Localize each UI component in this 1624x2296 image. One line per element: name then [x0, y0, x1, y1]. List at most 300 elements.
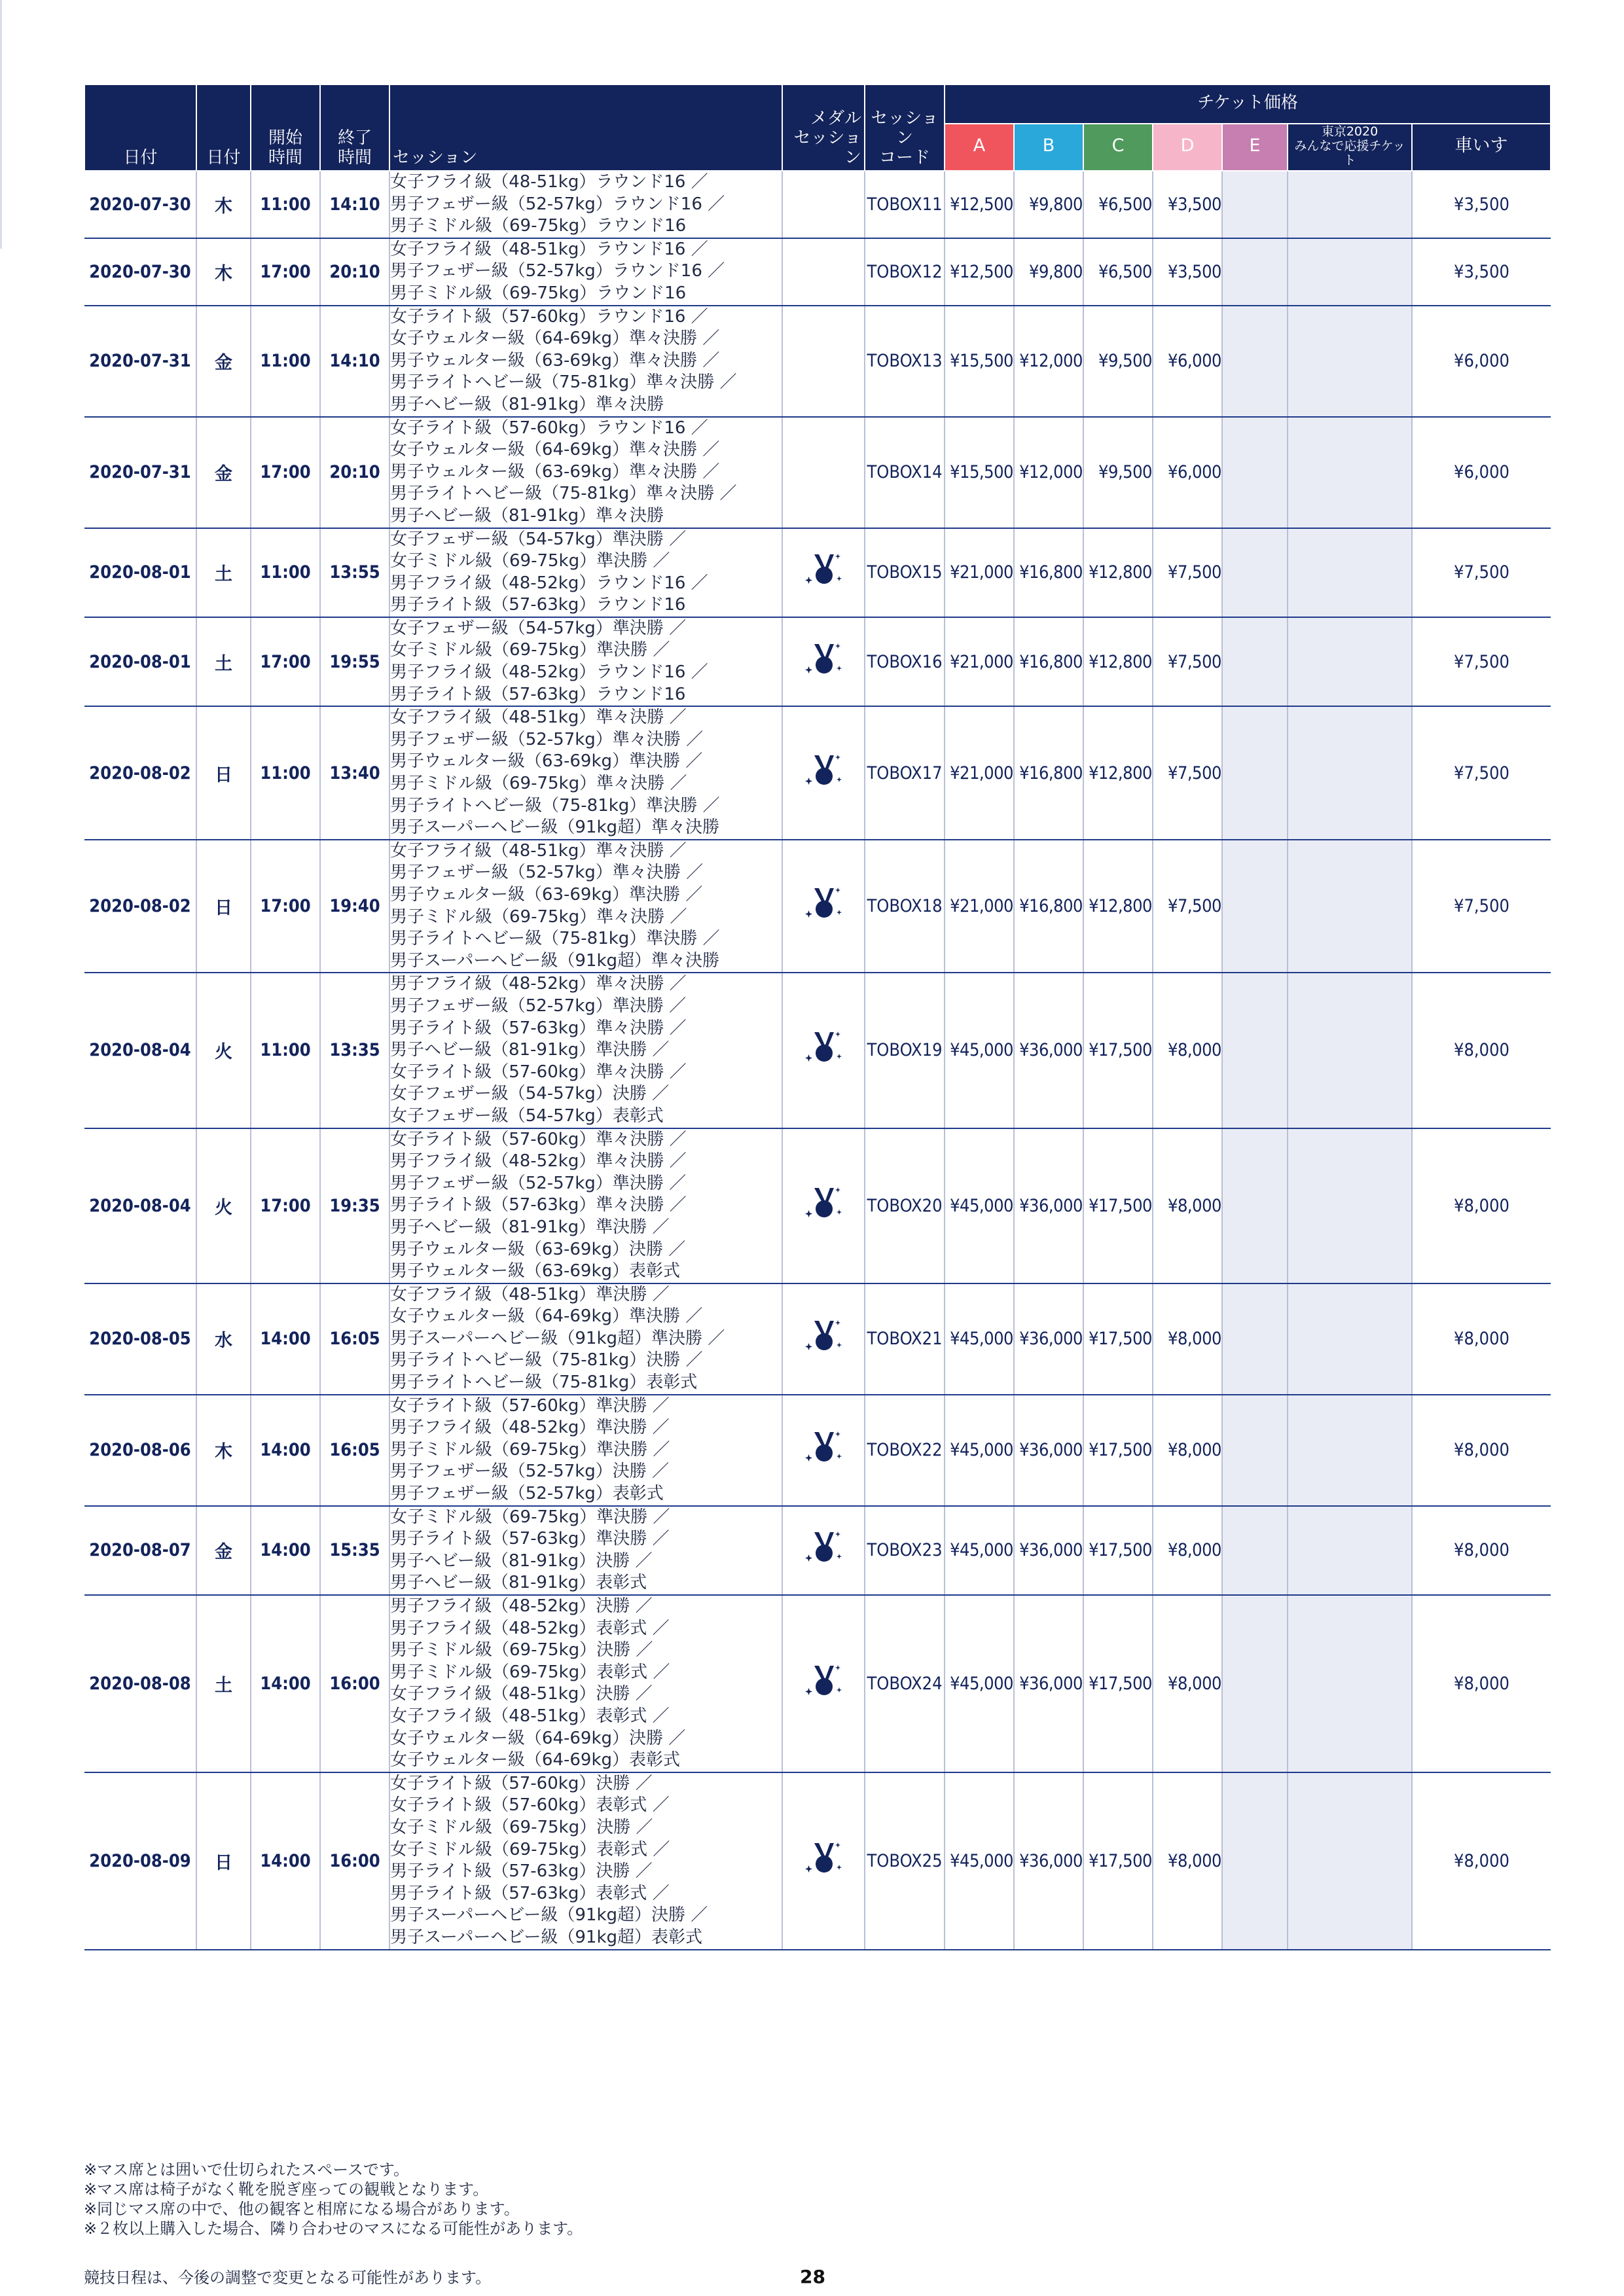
row-start-time: 14:00 — [251, 1395, 320, 1506]
session-event: 男子スーパーヘビー級（91kg超）準決勝 ／ — [390, 1328, 725, 1348]
session-event: 男子ヘビー級（81-91kg）決勝 ／ — [390, 1551, 653, 1571]
medal-icon — [803, 905, 844, 925]
session-event: 女子ライト級（57-60kg）ラウンド16 ／ — [390, 418, 708, 438]
session-event: 男子ミドル級（69-75kg）ラウンド16 — [390, 283, 687, 303]
session-event: 女子ライト級（57-60kg）準々決勝 ／ — [390, 1129, 687, 1149]
session-event: 女子フライ級（48-51kg）準々決勝 ／ — [390, 840, 687, 861]
header-tier-a: A — [945, 124, 1014, 171]
session-event: 女子フェザー級（54-57kg）準決勝 ／ — [390, 618, 687, 638]
row-price-a: ¥21,000 — [945, 706, 1014, 840]
table-row — [84, 1128, 1551, 1283]
table-body — [84, 171, 1551, 1950]
row-price-b: ¥16,800 — [1014, 840, 1083, 973]
header-ticket-price: チケット価格 — [945, 84, 1551, 124]
row-price-b: ¥16,800 — [1014, 617, 1083, 706]
session-event: 男子ウェルター級（63-69kg）準決勝 ／ — [390, 751, 703, 772]
row-support-ticket-empty — [1288, 1283, 1412, 1395]
row-start-time: 17:00 — [251, 840, 320, 973]
row-end-time: 13:35 — [320, 973, 389, 1128]
row-session-events — [389, 1395, 782, 1506]
session-event: 女子ミドル級（69-75kg）表彰式 ／ — [390, 1839, 670, 1859]
header-start-time — [251, 84, 320, 171]
row-price-b: ¥36,000 — [1014, 1506, 1083, 1595]
row-support-ticket-empty — [1288, 306, 1412, 417]
row-price-b: ¥36,000 — [1014, 973, 1083, 1128]
row-medal — [782, 1395, 865, 1506]
header-tier-c: C — [1083, 124, 1153, 171]
session-event: 男子スーパーヘビー級（91kg超）決勝 ／ — [390, 1905, 708, 1926]
row-price-e-empty — [1222, 1506, 1288, 1595]
row-price-c: ¥9,500 — [1083, 306, 1153, 417]
note-line: ※同じマス席の中で、他の観客と相席になる場合があります。 — [84, 2200, 520, 2218]
row-wheelchair-price: ¥8,000 — [1412, 1595, 1551, 1772]
table-row — [84, 417, 1551, 528]
session-event: 男子ヘビー級（81-91kg）表彰式 — [390, 1573, 647, 1593]
session-event: 女子ライト級（57-60kg）準々決勝 ／ — [390, 1062, 687, 1082]
session-event: 女子ミドル級（69-75kg）準決勝 ／ — [390, 1507, 670, 1527]
row-end-time: 19:40 — [320, 840, 389, 973]
row-price-e-empty — [1222, 1128, 1288, 1283]
session-event: 女子フェザー級（54-57kg）準決勝 ／ — [390, 529, 687, 549]
header-end-line2: 時間 — [337, 148, 372, 168]
session-event: 男子ミドル級（69-75kg）決勝 ／ — [390, 1640, 653, 1660]
session-event: 女子ウェルター級（64-69kg）準々決勝 ／ — [390, 440, 720, 460]
row-price-e-empty — [1222, 840, 1288, 973]
table-row — [84, 1395, 1551, 1506]
row-price-a: ¥12,500 — [945, 238, 1014, 306]
header-wheelchair: 車いす — [1412, 124, 1551, 171]
header-session: セッション — [389, 84, 782, 171]
row-session-events — [389, 1283, 782, 1395]
session-event: 女子フライ級（48-51kg）準決勝 ／ — [390, 1284, 670, 1304]
row-wheelchair-price: ¥8,000 — [1412, 1128, 1551, 1283]
session-event: 男子ライト級（57-63kg）準々決勝 ／ — [390, 1018, 687, 1038]
table-row — [84, 1595, 1551, 1772]
session-event: 男子ミドル級（69-75kg）準々決勝 ／ — [390, 774, 687, 794]
medal-svg — [803, 1531, 844, 1565]
session-event: 女子ウェルター級（64-69kg）決勝 ／ — [390, 1728, 686, 1748]
session-event: 男子フライ級（48-52kg）準々決勝 ／ — [390, 1151, 687, 1172]
row-session-code: TOBOX23 — [865, 1506, 945, 1595]
session-event: 男子ライトヘビー級（75-81kg）決勝 ／ — [390, 1350, 703, 1371]
row-date: 2020-08-09 — [84, 1772, 196, 1950]
row-date: 2020-08-04 — [84, 1128, 196, 1283]
row-price-e-empty — [1222, 171, 1288, 238]
session-event: 女子ライト級（57-60kg）準決勝 ／ — [390, 1395, 670, 1416]
row-start-time: 11:00 — [251, 171, 320, 238]
session-event: 男子ライト級（57-63kg）ラウンド16 — [390, 684, 686, 704]
row-wheelchair-price: ¥7,500 — [1412, 840, 1551, 973]
row-medal — [782, 238, 865, 306]
row-session-code: TOBOX15 — [865, 528, 945, 617]
session-event: 男子ミドル級（69-75kg）準々決勝 ／ — [390, 906, 687, 927]
row-price-a: ¥45,000 — [945, 1595, 1014, 1772]
row-support-ticket-empty — [1288, 1772, 1412, 1950]
session-event: 男子ヘビー級（81-91kg）準決勝 ／ — [390, 1217, 670, 1237]
session-event: 男子ライトヘビー級（75-81kg）表彰式 — [390, 1372, 698, 1393]
session-event: 男子ヘビー級（81-91kg）準々決勝 — [390, 394, 664, 414]
row-date: 2020-08-02 — [84, 706, 196, 840]
row-wheelchair-price: ¥7,500 — [1412, 617, 1551, 706]
header-code-line2: コード — [878, 148, 930, 168]
session-event: 男子フライ級（48-52kg）決勝 ／ — [390, 1596, 653, 1616]
header-end-time — [320, 84, 389, 171]
row-price-e-empty — [1222, 1595, 1288, 1772]
row-session-code: TOBOX17 — [865, 706, 945, 840]
session-event: 男子フライ級（48-52kg）ラウンド16 ／ — [390, 573, 708, 593]
session-event: 男子ライトヘビー級（75-81kg）準決勝 ／ — [390, 795, 720, 816]
row-start-time: 17:00 — [251, 617, 320, 706]
row-wheelchair-price: ¥8,000 — [1412, 1395, 1551, 1506]
row-session-code: TOBOX25 — [865, 1772, 945, 1950]
table-row — [84, 306, 1551, 417]
row-date: 2020-08-05 — [84, 1283, 196, 1395]
row-support-ticket-empty — [1288, 617, 1412, 706]
row-price-a: ¥45,000 — [945, 973, 1014, 1128]
row-end-time: 19:35 — [320, 1128, 389, 1283]
header-end-line1: 終了 — [337, 128, 372, 148]
medal-svg — [803, 1031, 844, 1065]
session-event: 女子フライ級（48-51kg）決勝 ／ — [390, 1684, 653, 1704]
row-session-events — [389, 706, 782, 840]
medal-svg — [803, 1431, 844, 1465]
row-price-d: ¥7,500 — [1153, 617, 1222, 706]
row-medal — [782, 171, 865, 238]
row-price-c: ¥9,500 — [1083, 417, 1153, 528]
session-event: 男子フェザー級（52-57kg）準決勝 ／ — [390, 1173, 687, 1193]
note-line: ※２枚以上購入した場合、隣り合わせのマスになる可能性があります。 — [84, 2219, 583, 2238]
row-session-code: TOBOX16 — [865, 617, 945, 706]
row-session-code: TOBOX12 — [865, 238, 945, 306]
header-start-line2: 時間 — [268, 148, 302, 168]
row-price-c: ¥12,800 — [1083, 528, 1153, 617]
session-event: 女子ミドル級（69-75kg）準決勝 ／ — [390, 551, 670, 571]
row-day: 土 — [196, 617, 251, 706]
medal-icon — [803, 571, 844, 592]
row-wheelchair-price: ¥8,000 — [1412, 1506, 1551, 1595]
row-support-ticket-empty — [1288, 706, 1412, 840]
row-day: 火 — [196, 973, 251, 1128]
row-end-time: 20:10 — [320, 417, 389, 528]
row-session-events — [389, 840, 782, 973]
row-price-b: ¥9,800 — [1014, 171, 1083, 238]
row-price-d: ¥3,500 — [1153, 238, 1222, 306]
medal-icon — [803, 1860, 844, 1880]
row-session-code: TOBOX21 — [865, 1283, 945, 1395]
schedule-disclaimer: 競技日程は、今後の調整で変更となる可能性があります。 — [84, 2269, 492, 2287]
table-row — [84, 617, 1551, 706]
row-medal — [782, 1128, 865, 1283]
row-price-d: ¥8,000 — [1153, 1772, 1222, 1950]
table-row — [84, 1772, 1551, 1950]
row-date: 2020-08-04 — [84, 973, 196, 1128]
row-date: 2020-08-01 — [84, 617, 196, 706]
session-event: 男子ウェルター級（63-69kg）準々決勝 ／ — [390, 350, 720, 370]
session-event: 男子ウェルター級（63-69kg）表彰式 — [390, 1261, 681, 1282]
row-price-c: ¥17,500 — [1083, 1772, 1153, 1950]
row-start-time: 14:00 — [251, 1772, 320, 1950]
session-event: 女子フライ級（48-51kg）ラウンド16 ／ — [390, 172, 708, 192]
row-session-events — [389, 171, 782, 238]
row-price-b: ¥9,800 — [1014, 238, 1083, 306]
row-end-time: 16:05 — [320, 1283, 389, 1395]
row-price-a: ¥12,500 — [945, 171, 1014, 238]
row-support-ticket-empty — [1288, 238, 1412, 306]
row-day: 日 — [196, 840, 251, 973]
row-day: 日 — [196, 1772, 251, 1950]
row-medal — [782, 1595, 865, 1772]
session-event: 女子フェザー級（54-57kg）決勝 ／ — [390, 1084, 670, 1104]
row-date: 2020-07-31 — [84, 417, 196, 528]
row-day: 火 — [196, 1128, 251, 1283]
session-event: 女子フライ級（48-51kg）表彰式 ／ — [390, 1706, 670, 1726]
session-event: 男子フライ級（48-52kg）準々決勝 ／ — [390, 974, 687, 994]
table-row — [84, 973, 1551, 1128]
row-session-events — [389, 417, 782, 528]
row-medal — [782, 1506, 865, 1595]
row-support-ticket-empty — [1288, 1128, 1412, 1283]
row-end-time: 13:55 — [320, 528, 389, 617]
header-support-line1: 東京2020 — [1321, 124, 1379, 139]
row-price-e-empty — [1222, 306, 1288, 417]
session-event: 女子フライ級（48-51kg）ラウンド16 ／ — [390, 239, 708, 259]
row-date: 2020-07-31 — [84, 306, 196, 417]
row-price-a: ¥45,000 — [945, 1283, 1014, 1395]
row-price-e-empty — [1222, 1395, 1288, 1506]
table-row — [84, 171, 1551, 238]
row-day: 日 — [196, 706, 251, 840]
medal-svg — [803, 754, 844, 788]
row-session-code: TOBOX13 — [865, 306, 945, 417]
medal-svg — [803, 1187, 844, 1221]
row-price-a: ¥21,000 — [945, 840, 1014, 973]
row-session-code: TOBOX19 — [865, 973, 945, 1128]
session-event: 女子ライト級（57-60kg）決勝 ／ — [390, 1773, 653, 1793]
session-event: 男子フェザー級（52-57kg）表彰式 — [390, 1484, 664, 1504]
session-event: 男子ライトヘビー級（75-81kg）準決勝 ／ — [390, 929, 720, 949]
medal-icon — [803, 1549, 844, 1570]
row-price-a: ¥45,000 — [945, 1128, 1014, 1283]
medal-svg — [803, 887, 844, 921]
row-support-ticket-empty — [1288, 1395, 1412, 1506]
session-event: 男子ウェルター級（63-69kg）準々決勝 ／ — [390, 461, 720, 482]
row-medal — [782, 306, 865, 417]
session-event: 女子ミドル級（69-75kg）決勝 ／ — [390, 1817, 653, 1837]
session-event: 男子フェザー級（52-57kg）準々決勝 ／ — [390, 729, 704, 749]
row-medal — [782, 1283, 865, 1395]
row-support-ticket-empty — [1288, 528, 1412, 617]
session-event: 男子ミドル級（69-75kg）準決勝 ／ — [390, 1439, 670, 1460]
medal-icon — [803, 661, 844, 681]
session-event: 男子ミドル級（69-75kg）表彰式 ／ — [390, 1662, 670, 1682]
note-line: ※マス席は椅子がなく靴を脱ぎ座っての観戦となります。 — [84, 2180, 489, 2198]
row-start-time: 14:00 — [251, 1283, 320, 1395]
row-session-events — [389, 973, 782, 1128]
header-date: 日付 — [84, 84, 196, 171]
session-event: 男子スーパーヘビー級（91kg超）準々決勝 — [390, 950, 720, 971]
row-price-d: ¥7,500 — [1153, 706, 1222, 840]
session-event: 女子ウェルター級（64-69kg）準々決勝 ／ — [390, 329, 720, 349]
session-event: 男子フライ級（48-52kg）表彰式 ／ — [390, 1618, 670, 1638]
row-price-d: ¥3,500 — [1153, 171, 1222, 238]
row-date: 2020-08-08 — [84, 1595, 196, 1772]
row-price-b: ¥36,000 — [1014, 1772, 1083, 1950]
row-date: 2020-08-01 — [84, 528, 196, 617]
row-price-b: ¥36,000 — [1014, 1128, 1083, 1283]
row-day: 土 — [196, 528, 251, 617]
row-price-e-empty — [1222, 1283, 1288, 1395]
row-medal — [782, 528, 865, 617]
session-event: 男子ヘビー級（81-91kg）準決勝 ／ — [390, 1040, 670, 1060]
session-event: 女子ライト級（57-60kg）表彰式 ／ — [390, 1795, 670, 1816]
row-session-code: TOBOX18 — [865, 840, 945, 973]
row-session-events — [389, 306, 782, 417]
row-wheelchair-price: ¥8,000 — [1412, 1772, 1551, 1950]
row-wheelchair-price: ¥8,000 — [1412, 973, 1551, 1128]
medal-icon — [803, 1205, 844, 1225]
row-price-c: ¥6,500 — [1083, 171, 1153, 238]
row-start-time: 17:00 — [251, 238, 320, 306]
row-day: 木 — [196, 1395, 251, 1506]
row-support-ticket-empty — [1288, 840, 1412, 973]
row-end-time: 16:05 — [320, 1395, 389, 1506]
row-session-code: TOBOX24 — [865, 1595, 945, 1772]
header-medal-session — [782, 84, 865, 171]
row-medal — [782, 617, 865, 706]
row-wheelchair-price: ¥8,000 — [1412, 1283, 1551, 1395]
medal-svg — [803, 553, 844, 587]
row-price-c: ¥6,500 — [1083, 238, 1153, 306]
row-price-a: ¥45,000 — [945, 1772, 1014, 1950]
session-event: 男子ライト級（57-63kg）表彰式 ／ — [390, 1883, 670, 1903]
row-start-time: 17:00 — [251, 1128, 320, 1283]
row-price-a: ¥15,500 — [945, 417, 1014, 528]
row-price-e-empty — [1222, 1772, 1288, 1950]
row-price-a: ¥21,000 — [945, 617, 1014, 706]
table-row — [84, 840, 1551, 973]
medal-svg — [803, 643, 844, 677]
session-event: 男子フライ級（48-52kg）準決勝 ／ — [390, 1418, 670, 1438]
session-event: 男子フェザー級（52-57kg）決勝 ／ — [390, 1462, 670, 1482]
row-start-time: 14:00 — [251, 1506, 320, 1595]
session-event: 男子フェザー級（52-57kg）準々決勝 ／ — [390, 863, 704, 883]
row-price-e-empty — [1222, 617, 1288, 706]
row-support-ticket-empty — [1288, 973, 1412, 1128]
row-price-e-empty — [1222, 417, 1288, 528]
row-price-a: ¥21,000 — [945, 528, 1014, 617]
row-end-time: 20:10 — [320, 238, 389, 306]
page-number: 28 — [800, 2266, 825, 2287]
header-code-line1: セッション — [871, 109, 939, 148]
session-event: 女子フェザー級（54-57kg）表彰式 — [390, 1105, 664, 1126]
row-price-d: ¥8,000 — [1153, 1395, 1222, 1506]
table-header — [84, 84, 1551, 171]
row-medal — [782, 417, 865, 528]
row-price-a: ¥45,000 — [945, 1506, 1014, 1595]
row-session-events — [389, 238, 782, 306]
session-event: 男子ライト級（57-63kg）ラウンド16 — [390, 595, 686, 615]
table-row — [84, 1506, 1551, 1595]
page-edge-line — [0, 0, 2, 249]
row-day: 木 — [196, 238, 251, 306]
table-row — [84, 238, 1551, 306]
schedule-table — [84, 84, 1551, 1950]
medal-icon — [803, 1049, 844, 1069]
session-event: 男子ライト級（57-63kg）準々決勝 ／ — [390, 1195, 687, 1215]
row-day: 水 — [196, 1283, 251, 1395]
row-session-events — [389, 617, 782, 706]
row-session-events — [389, 528, 782, 617]
header-session-code — [865, 84, 945, 171]
row-medal — [782, 706, 865, 840]
row-price-e-empty — [1222, 238, 1288, 306]
row-price-a: ¥45,000 — [945, 1395, 1014, 1506]
row-medal — [782, 840, 865, 973]
row-start-time: 14:00 — [251, 1595, 320, 1772]
session-event: 男子スーパーヘビー級（91kg超）表彰式 — [390, 1927, 703, 1947]
table-row — [84, 528, 1551, 617]
row-wheelchair-price: ¥3,500 — [1412, 238, 1551, 306]
row-price-c: ¥12,800 — [1083, 840, 1153, 973]
row-price-c: ¥17,500 — [1083, 1506, 1153, 1595]
session-event: 男子ミドル級（69-75kg）ラウンド16 — [390, 216, 687, 236]
row-wheelchair-price: ¥3,500 — [1412, 171, 1551, 238]
header-tier-b: B — [1014, 124, 1083, 171]
header-support-line2: みんなで応援チケット — [1294, 139, 1405, 168]
row-support-ticket-empty — [1288, 171, 1412, 238]
row-price-c: ¥17,500 — [1083, 1283, 1153, 1395]
row-start-time: 17:00 — [251, 417, 320, 528]
session-event: 女子ウェルター級（64-69kg）表彰式 — [390, 1750, 681, 1770]
row-price-d: ¥8,000 — [1153, 973, 1222, 1128]
row-day: 金 — [196, 306, 251, 417]
session-event: 男子ライト級（57-63kg）準決勝 ／ — [390, 1529, 670, 1549]
row-medal — [782, 973, 865, 1128]
row-price-b: ¥16,800 — [1014, 706, 1083, 840]
row-price-d: ¥8,000 — [1153, 1595, 1222, 1772]
row-end-time: 16:00 — [320, 1595, 389, 1772]
session-event: 男子ヘビー級（81-91kg）準々決勝 — [390, 505, 664, 526]
session-event: 男子フェザー級（52-57kg）準決勝 ／ — [390, 996, 687, 1016]
row-price-c: ¥12,800 — [1083, 706, 1153, 840]
row-start-time: 11:00 — [251, 528, 320, 617]
row-end-time: 19:55 — [320, 617, 389, 706]
row-session-code: TOBOX20 — [865, 1128, 945, 1283]
row-date: 2020-07-30 — [84, 171, 196, 238]
row-date: 2020-08-06 — [84, 1395, 196, 1506]
session-event: 男子フェザー級（52-57kg）ラウンド16 ／ — [390, 194, 725, 214]
session-event: 男子フライ級（48-52kg）ラウンド16 ／ — [390, 662, 708, 683]
row-start-time: 11:00 — [251, 973, 320, 1128]
header-medal-line2: セッション — [793, 128, 861, 168]
medal-svg — [803, 1842, 844, 1876]
row-price-d: ¥7,500 — [1153, 528, 1222, 617]
row-price-c: ¥17,500 — [1083, 1128, 1153, 1283]
row-end-time: 13:40 — [320, 706, 389, 840]
medal-icon — [803, 1338, 844, 1358]
note-line: ※マス席とは囲いで仕切られたスペースです。 — [84, 2161, 409, 2179]
header-start-line1: 開始 — [268, 128, 302, 148]
row-day: 金 — [196, 1506, 251, 1595]
row-wheelchair-price: ¥6,000 — [1412, 306, 1551, 417]
row-price-d: ¥7,500 — [1153, 840, 1222, 973]
row-price-d: ¥6,000 — [1153, 417, 1222, 528]
row-price-a: ¥15,500 — [945, 306, 1014, 417]
row-price-b: ¥36,000 — [1014, 1395, 1083, 1506]
row-session-code: TOBOX22 — [865, 1395, 945, 1506]
row-date: 2020-07-30 — [84, 238, 196, 306]
row-price-b: ¥12,000 — [1014, 417, 1083, 528]
